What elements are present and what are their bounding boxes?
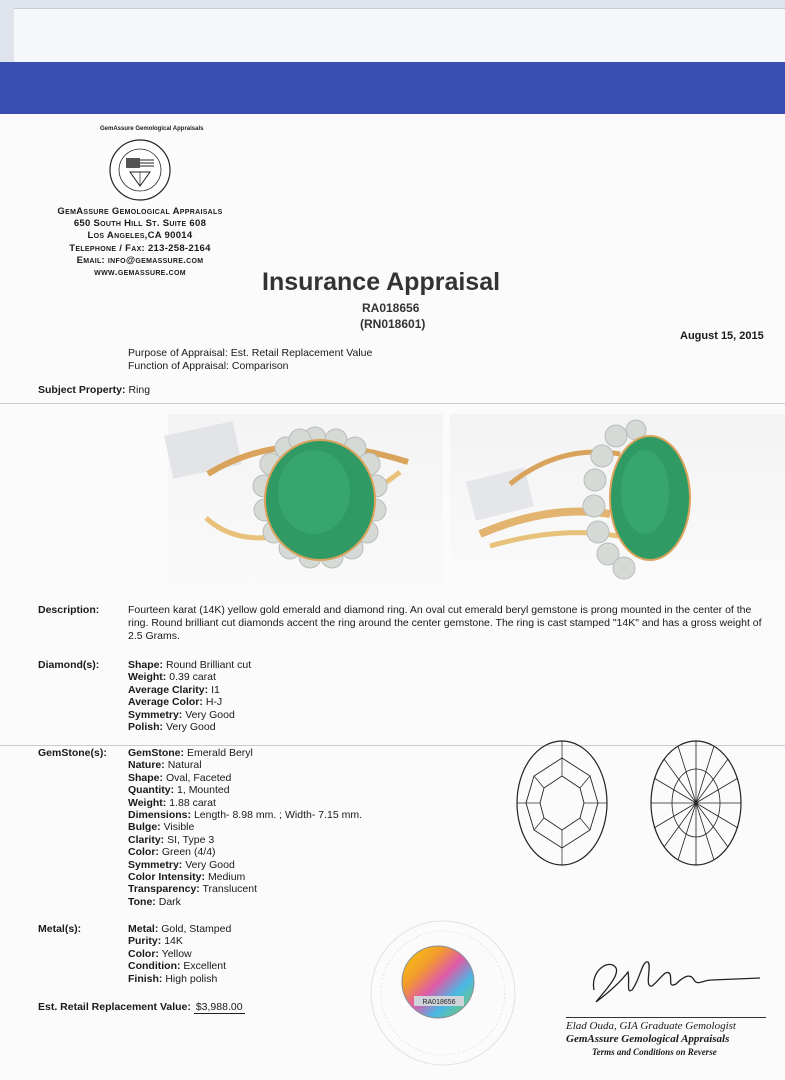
city-address: Los Angeles,CA 90014 — [87, 230, 193, 242]
metal-finish: Finish: High polish — [128, 972, 218, 985]
ring-photo-front — [168, 414, 443, 600]
paper-fold-line — [0, 403, 785, 404]
subject-property — [38, 384, 150, 396]
value-amount: $3,988.00 — [195, 1001, 243, 1013]
oval-pavilion-diagram-icon — [648, 738, 744, 868]
description-text: Fourteen karat (14K) yellow gold emerald and diamond ring. An oval cut emerald beryl gemstone is prong mounted in the center of the ring. Round brilliant cut diamonds accent the ring around the center gemstone. The ring is cast stamped "14K" and has a gross weight of 2.5 Grams. — [128, 604, 762, 642]
terms-note: Terms and Conditions on Reverse — [592, 1047, 717, 1057]
gemstone-nature: Nature: Natural — [128, 759, 202, 772]
gemstone-color-intensity: Color Intensity: Medium — [128, 871, 246, 884]
metals-label: Metal(s): — [38, 923, 82, 935]
gemstone-type: GemStone: Emerald Beryl — [128, 747, 253, 759]
metal-condition: Condition: Excellent — [128, 960, 227, 973]
signer-name: Elad Ouda, GIA Graduate Gemologist — [566, 1020, 736, 1032]
diamond-clarity: Average Clarity: I1 — [128, 683, 220, 696]
ring-photo-side — [450, 414, 785, 600]
metal-purity: Purity: 14K — [128, 935, 183, 948]
metal-type: Metal: Gold, Stamped — [128, 923, 232, 935]
gemassure-logo-icon — [100, 126, 204, 210]
secondary-reference-number: (RN018601) — [360, 317, 426, 331]
subject-label: Subject Property: — [38, 384, 126, 396]
reference-number: RA018656 — [362, 301, 420, 315]
retail-replacement-value — [38, 1001, 245, 1013]
company-address — [40, 206, 240, 279]
hologram-number: RA018656 — [422, 999, 456, 1006]
diamond-weight: Weight: 0.39 carat — [128, 671, 216, 684]
purpose-block — [128, 347, 372, 373]
page-title: Insurance Appraisal — [262, 268, 501, 296]
diamond-details — [128, 659, 251, 733]
logo-lettering: GemAssure Gemological Appraisals — [100, 126, 204, 132]
value-label: Est. Retail Replacement Value: — [38, 1001, 191, 1013]
purpose-of-appraisal: Purpose of Appraisal: Est. Retail Replacement Value — [128, 347, 373, 359]
signer-company: GemAssure Gemological Appraisals — [566, 1033, 730, 1045]
scan-background — [0, 0, 785, 62]
gemstone-details — [128, 747, 362, 908]
diamond-symmetry: Symmetry: Very Good — [128, 708, 235, 721]
appraisal-date: August 15, 2015 — [680, 330, 764, 342]
function-of-appraisal: Function of Appraisal: Comparison — [128, 360, 289, 372]
gemstone-symmetry: Symmetry: Very Good — [128, 858, 235, 871]
diamonds-label: Diamond(s): — [38, 659, 100, 671]
gemstone-dimensions: Dimensions: Length- 8.98 mm. ; Width- 7.15 mm. — [128, 809, 362, 822]
phone-fax: Telephone / Fax: 213-258-2164 — [69, 242, 211, 254]
diamond-shape: Shape: Round Brilliant cut — [128, 659, 252, 671]
description-label: Description: — [38, 604, 100, 616]
gemstone-bulge: Bulge: Visible — [128, 821, 195, 834]
gemstone-quantity: Quantity: 1, Mounted — [128, 784, 230, 797]
metal-details — [128, 923, 231, 985]
subject-value: Ring — [128, 384, 151, 396]
gemstone-shape: Shape: Oval, Faceted — [128, 771, 232, 784]
previous-page-edge — [14, 8, 785, 63]
gemstones-label: GemStone(s): — [38, 747, 107, 759]
diamond-color: Average Color: H-J — [128, 696, 223, 709]
oval-crown-diagram-icon — [514, 738, 610, 868]
email-address: Email: info@gemassure.com — [76, 254, 204, 266]
gemstone-clarity: Clarity: SI, Type 3 — [128, 833, 215, 846]
street-address: 650 South Hill St. Suite 608 — [73, 218, 207, 230]
signature-line — [566, 1017, 766, 1018]
signature-icon — [582, 950, 762, 1010]
company-name: GemAssure Gemological Appraisals — [57, 206, 223, 217]
diamond-polish: Polish: Very Good — [128, 721, 216, 734]
gemstone-weight: Weight: 1.88 carat — [128, 796, 216, 809]
website: www.gemassure.com — [94, 267, 186, 279]
gemstone-transparency: Transparency: Translucent — [128, 883, 257, 896]
gemstone-color: Color: Green (4/4) — [128, 846, 216, 859]
gemstone-tone: Tone: Dark — [128, 895, 181, 908]
blue-band — [0, 62, 785, 114]
hologram-seal-icon — [368, 918, 518, 1068]
metal-color: Color: Yellow — [128, 947, 192, 960]
